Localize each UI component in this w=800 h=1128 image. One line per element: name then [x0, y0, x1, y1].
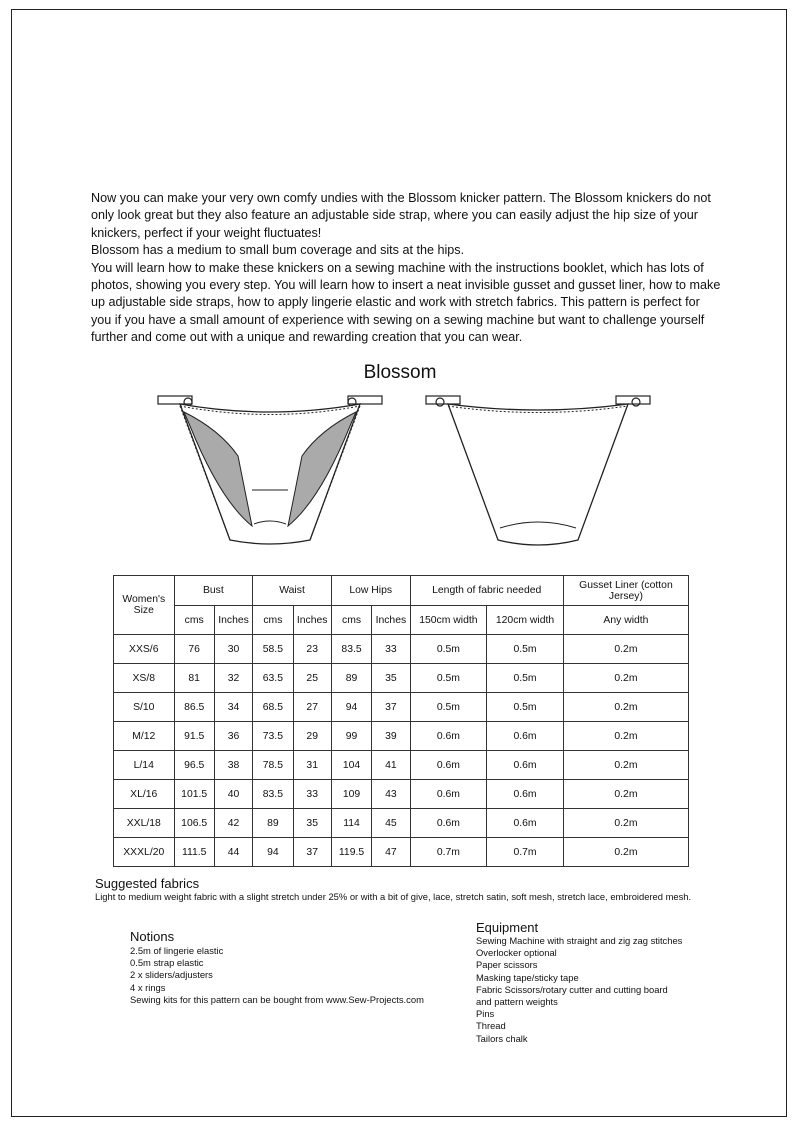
unit-header: cms: [331, 606, 371, 635]
unit-header: Inches: [293, 606, 331, 635]
table-cell: 0.7m: [487, 838, 564, 867]
table-cell: 34: [214, 693, 252, 722]
table-cell: 33: [293, 780, 331, 809]
list-item: Paper scissors: [476, 959, 538, 971]
unit-header: Inches: [372, 606, 410, 635]
table-cell: 36: [214, 722, 252, 751]
table-row: [114, 635, 689, 664]
table-cell: 0.6m: [410, 751, 487, 780]
table-cell: 119.5: [331, 838, 371, 867]
table-row: [114, 838, 689, 867]
table-cell: 114: [331, 809, 371, 838]
table-cell: 0.6m: [487, 780, 564, 809]
table-cell: 0.2m: [563, 722, 688, 751]
table-cell: 27: [293, 693, 331, 722]
unit-header: 150cm width: [410, 606, 487, 635]
size-cell: XL/16: [114, 780, 175, 809]
table-cell: 38: [214, 751, 252, 780]
table-cell: 0.6m: [487, 751, 564, 780]
list-item: Overlocker optional: [476, 947, 557, 959]
table-cell: 104: [331, 751, 371, 780]
notions-list: [130, 945, 424, 1006]
table-cell: 0.6m: [410, 809, 487, 838]
table-cell: 0.5m: [487, 693, 564, 722]
list-item: Pins: [476, 1008, 495, 1020]
table-cell: 0.2m: [563, 838, 688, 867]
list-item: 2 x sliders/adjusters: [130, 969, 213, 981]
unit-header: Any width: [563, 606, 688, 635]
table-cell: 76: [174, 635, 214, 664]
size-cell: XXXL/20: [114, 838, 175, 867]
size-header: Women's Size: [114, 576, 175, 635]
table-cell: 31: [293, 751, 331, 780]
size-chart-table: [113, 575, 689, 867]
size-cell: M/12: [114, 722, 175, 751]
table-row: [114, 722, 689, 751]
table-cell: 30: [214, 635, 252, 664]
table-cell: 94: [253, 838, 293, 867]
table-cell: 33: [372, 635, 410, 664]
intro-paragraph: Now you can make your very own comfy undies with the Blossom knicker pattern. The Blossom knickers do not only look great but they also feature an adjustable side strap, where you can easily adjust the hip size of your knickers, perfect if your weight fluctuates!: [91, 191, 711, 240]
size-cell: L/14: [114, 751, 175, 780]
table-cell: 0.2m: [563, 751, 688, 780]
table-cell: 99: [331, 722, 371, 751]
list-item: Thread: [476, 1020, 506, 1032]
table-cell: 101.5: [174, 780, 214, 809]
table-cell: 0.2m: [563, 635, 688, 664]
table-cell: 96.5: [174, 751, 214, 780]
list-item: 0.5m strap elastic: [130, 957, 204, 969]
table-cell: 35: [372, 664, 410, 693]
table-cell: 43: [372, 780, 410, 809]
table-cell: 0.6m: [487, 722, 564, 751]
table-cell: 106.5: [174, 809, 214, 838]
waist-header: Waist: [253, 576, 332, 606]
table-cell: 0.6m: [410, 780, 487, 809]
table-cell: 29: [293, 722, 331, 751]
table-cell: 47: [372, 838, 410, 867]
table-header-row: [114, 576, 689, 606]
table-cell: 0.2m: [563, 664, 688, 693]
table-cell: 37: [372, 693, 410, 722]
table-row: [114, 693, 689, 722]
table-cell: 0.5m: [487, 635, 564, 664]
list-item: 4 x rings: [130, 981, 166, 993]
table-row: [114, 664, 689, 693]
table-cell: 0.5m: [410, 635, 487, 664]
table-cell: 40: [214, 780, 252, 809]
size-cell: XXS/6: [114, 635, 175, 664]
unit-header: cms: [253, 606, 293, 635]
table-cell: 68.5: [253, 693, 293, 722]
fabric-length-header: Length of fabric needed: [410, 576, 563, 606]
table-cell: 109: [331, 780, 371, 809]
unit-header: Inches: [214, 606, 252, 635]
size-cell: S/10: [114, 693, 175, 722]
table-cell: 0.2m: [563, 780, 688, 809]
intro-text: [91, 190, 721, 347]
table-cell: 45: [372, 809, 410, 838]
table-cell: 63.5: [253, 664, 293, 693]
low-hips-header: Low Hips: [331, 576, 410, 606]
table-cell: 73.5: [253, 722, 293, 751]
table-cell: 0.5m: [410, 693, 487, 722]
table-cell: 0.5m: [487, 664, 564, 693]
table-cell: 41: [372, 751, 410, 780]
table-cell: 0.2m: [563, 693, 688, 722]
size-cell: XXL/18: [114, 809, 175, 838]
notions-heading: Notions: [130, 929, 175, 944]
table-cell: 37: [293, 838, 331, 867]
unit-header: 120cm width: [487, 606, 564, 635]
intro-paragraph: Blossom has a medium to small bum coverage and sits at the hips.: [91, 243, 465, 258]
table-cell: 83.5: [253, 780, 293, 809]
list-item: Masking tape/sticky tape: [476, 971, 579, 983]
table-cell: 25: [293, 664, 331, 693]
table-cell: 44: [214, 838, 252, 867]
gusset-liner-header: Gusset Liner (cotton Jersey): [563, 576, 688, 606]
table-cell: 35: [293, 809, 331, 838]
table-row: [114, 751, 689, 780]
bust-header: Bust: [174, 576, 253, 606]
table-cell: 42: [214, 809, 252, 838]
list-item: Fabric Scissors/rotary cutter and cutting board: [476, 983, 668, 995]
equipment-list: [476, 935, 682, 1045]
list-item: and pattern weights: [476, 996, 558, 1008]
list-item: Sewing Machine with straight and zig zag stitches: [476, 935, 683, 946]
table-cell: 58.5: [253, 635, 293, 664]
pattern-title: Blossom: [363, 362, 437, 383]
table-cell: 89: [253, 809, 293, 838]
front-view-illustration: [150, 390, 390, 555]
table-row: [114, 809, 689, 838]
table-cell: 32: [214, 664, 252, 693]
table-cell: 91.5: [174, 722, 214, 751]
table-cell: 83.5: [331, 635, 371, 664]
table-cell: 23: [293, 635, 331, 664]
equipment-heading: Equipment: [476, 920, 539, 935]
table-cell: 111.5: [174, 838, 214, 867]
table-cell: 0.2m: [563, 809, 688, 838]
table-cell: 39: [372, 722, 410, 751]
table-cell: 0.6m: [487, 809, 564, 838]
size-cell: XS/8: [114, 664, 175, 693]
table-cell: 78.5: [253, 751, 293, 780]
list-item: Sewing kits for this pattern can be bought from www.Sew-Projects.com: [130, 993, 424, 1005]
table-cell: 86.5: [174, 693, 214, 722]
intro-paragraph: You will learn how to make these knickers on a sewing machine with the instructions booklet, which has lots of photos, showing you every step. You will learn how to insert a neat invisible gusset and gusset liner, how to make up adjustable side straps, how to apply lingerie elastic and work with stretch fabrics. This pattern is perfect for you if you have a small amount of experience with sewing on a sewing machine but want to challenge yourself further and come out with a unique and rewarding creation that you can wear.: [91, 260, 721, 345]
list-item: 2.5m of lingerie elastic: [130, 945, 224, 956]
suggested-fabrics-text: Light to medium weight fabric with a slight stretch under 25% or with a bit of give, lace, stretch satin, soft mesh, stretch lace, embroidered mesh.: [95, 891, 692, 902]
suggested-fabrics-heading: Suggested fabrics: [95, 876, 200, 891]
back-view-illustration: [418, 390, 658, 555]
table-cell: 0.6m: [410, 722, 487, 751]
unit-header: cms: [174, 606, 214, 635]
table-subheader-row: [114, 606, 689, 635]
table-cell: 89: [331, 664, 371, 693]
table-row: [114, 780, 689, 809]
list-item: Tailors chalk: [476, 1032, 528, 1044]
table-cell: 94: [331, 693, 371, 722]
table-cell: 81: [174, 664, 214, 693]
table-cell: 0.7m: [410, 838, 487, 867]
table-cell: 0.5m: [410, 664, 487, 693]
